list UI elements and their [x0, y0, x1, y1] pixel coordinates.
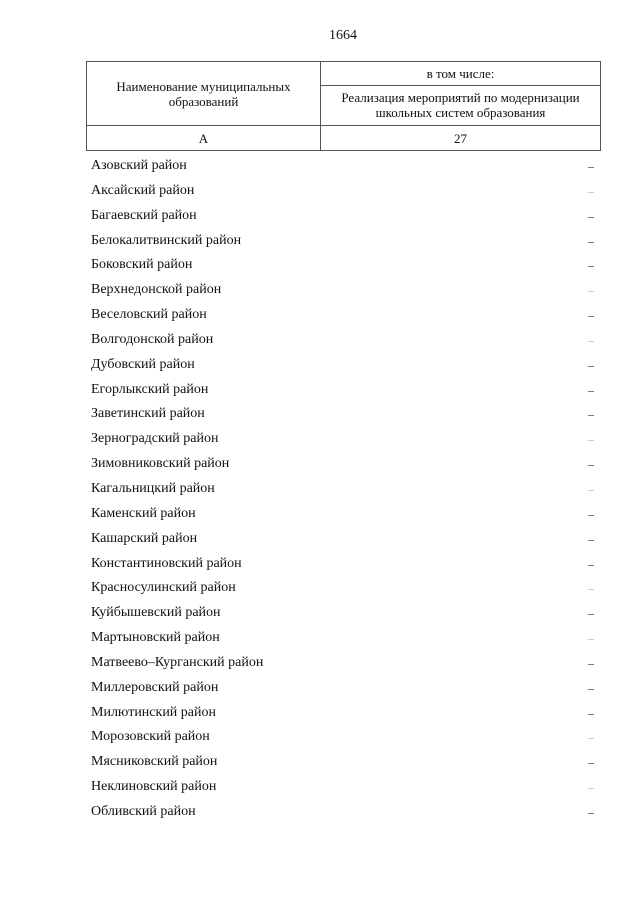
value-cell: – — [588, 258, 594, 273]
value-cell: – — [588, 283, 594, 298]
value-cell: – — [588, 332, 594, 347]
value-cell: – — [588, 606, 594, 621]
table-row — [0, 402, 640, 427]
value-cell: – — [588, 680, 594, 695]
value-cell: – — [588, 382, 594, 397]
table-row — [0, 601, 640, 626]
municipality-name: Зимовниковский район — [91, 456, 230, 472]
table-row — [0, 552, 640, 577]
table-row — [0, 204, 640, 229]
table-row — [0, 750, 640, 775]
value-cell: – — [588, 531, 594, 546]
value-cell: – — [588, 159, 594, 173]
table-row — [0, 651, 640, 676]
table-row — [0, 427, 640, 452]
table-row — [0, 527, 640, 552]
table-row — [0, 452, 640, 477]
value-cell: – — [588, 655, 594, 670]
municipality-name: Константиновский район — [91, 555, 242, 571]
name-column-header: Наименование муниципальных образований — [87, 62, 321, 126]
table-row — [0, 229, 640, 254]
municipality-name: Мартыновский район — [91, 630, 220, 646]
municipality-name: Морозовский район — [91, 729, 210, 745]
municipality-name: Миллеровский район — [91, 679, 219, 695]
value-cell: – — [588, 457, 594, 472]
name-column-code: А — [87, 126, 321, 151]
table-row — [0, 154, 640, 179]
municipality-name: Неклиновский район — [91, 779, 217, 795]
table-row — [0, 303, 640, 328]
municipality-name: Волгодонской район — [91, 331, 214, 347]
municipality-name: Куйбышевский район — [91, 605, 221, 621]
column-description: Реализация мероприятий по модернизации школьных систем образования — [321, 85, 601, 125]
municipality-name: Матвеево–Курганский район — [91, 654, 264, 670]
municipality-name: Верхнедонской район — [91, 282, 222, 298]
municipality-name: Аксайский район — [91, 182, 195, 198]
table-row — [0, 725, 640, 750]
municipality-name: Мясниковский район — [91, 754, 218, 770]
municipality-name: Багаевский район — [91, 207, 197, 223]
table-body — [0, 154, 640, 825]
table-row — [0, 179, 640, 204]
value-cell: – — [588, 308, 594, 323]
table-row — [0, 676, 640, 701]
value-cell: – — [588, 233, 594, 248]
value-cell: – — [588, 804, 594, 819]
value-cell: – — [588, 481, 594, 496]
value-cell: – — [588, 183, 594, 198]
table-row — [0, 253, 640, 278]
value-cell: – — [588, 506, 594, 521]
value-cell: – — [588, 432, 594, 447]
municipality-name: Милютинский район — [91, 704, 217, 720]
municipality-name: Обливский район — [91, 803, 196, 819]
table-row — [0, 800, 640, 825]
value-cell: – — [588, 755, 594, 770]
value-cell: – — [588, 357, 594, 372]
municipality-name: Боковский район — [91, 257, 193, 273]
municipality-name: Кагальницкий район — [91, 480, 215, 496]
table-row — [0, 576, 640, 601]
table-row — [0, 278, 640, 303]
table-row — [0, 477, 640, 502]
municipality-name: Егорлыкский район — [91, 381, 209, 397]
table-row — [0, 378, 640, 403]
value-cell: – — [588, 581, 594, 596]
value-cell: – — [588, 407, 594, 422]
table-row — [0, 775, 640, 800]
table-header — [86, 61, 601, 151]
municipality-name: Азовский район — [91, 158, 187, 173]
group-label: в том числе: — [321, 62, 601, 86]
value-cell: – — [588, 780, 594, 795]
table-row — [0, 626, 640, 651]
table-row — [0, 502, 640, 527]
value-cell: – — [588, 556, 594, 571]
page-number: 1664 — [329, 28, 357, 43]
municipality-name: Дубовский район — [91, 356, 195, 372]
table-row — [0, 328, 640, 353]
value-cell: – — [588, 705, 594, 720]
value-column-code: 27 — [321, 126, 601, 151]
municipality-name: Каменский район — [91, 505, 196, 521]
municipality-name: Красносулинский район — [91, 580, 236, 596]
value-cell: – — [588, 730, 594, 745]
municipality-name: Заветинский район — [91, 406, 205, 422]
value-cell: – — [588, 631, 594, 646]
municipality-name: Веселовский район — [91, 307, 207, 323]
table-row — [0, 353, 640, 378]
municipality-name: Кашарский район — [91, 530, 198, 546]
table-row — [0, 701, 640, 726]
municipality-name: Зерноградский район — [91, 431, 219, 447]
municipality-name: Белокалитвинский район — [91, 232, 242, 248]
value-cell: – — [588, 208, 594, 223]
